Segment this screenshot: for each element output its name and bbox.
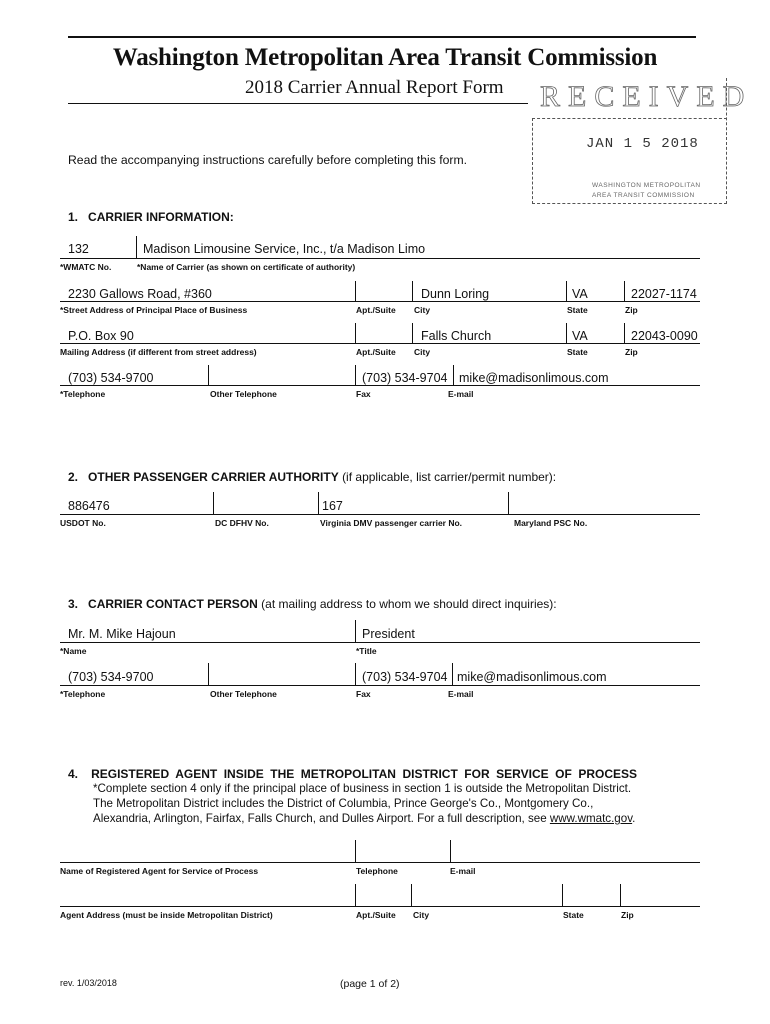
divider — [136, 236, 137, 258]
street-zip-field[interactable]: 22027-1174 — [631, 287, 697, 301]
telephone-field[interactable]: (703) 534-9700 — [68, 371, 154, 385]
label-email: E-mail — [448, 389, 474, 399]
label-state: State — [567, 305, 588, 315]
street-address-field[interactable]: 2230 Gallows Road, #360 — [68, 287, 212, 301]
label-agent-apt: Apt./Suite — [356, 910, 396, 920]
label-dc-dfhv: DC DFHV No. — [215, 518, 269, 528]
section-4-para-3: Alexandria, Arlington, Fairfax, Falls Church, and Dulles Airport. For a full description, see — [93, 812, 547, 825]
label-street: *Street Address of Principal Place of Business — [60, 305, 248, 315]
instructions-text: Read the accompanying instructions carefully before completing this form. — [68, 153, 467, 167]
section-1-heading — [68, 210, 234, 224]
label-city: City — [414, 347, 431, 357]
label-apt: Apt./Suite — [356, 305, 396, 315]
line-contact-phone — [60, 685, 700, 686]
label-state: State — [567, 347, 588, 357]
label-carrier-name: *Name of Carrier (as shown on certificate of authority) — [137, 262, 356, 272]
section-2-note: (if applicable, list carrier/permit number): — [342, 470, 557, 484]
divider — [566, 323, 567, 343]
divider — [412, 323, 413, 343]
usdot-field[interactable]: 886476 — [68, 499, 110, 513]
divider — [355, 620, 356, 642]
line-street — [60, 301, 700, 302]
label-agent-email: E-mail — [450, 866, 476, 876]
divider — [355, 663, 356, 685]
divider — [412, 281, 413, 301]
label-zip: Zip — [625, 305, 638, 315]
label-city: City — [414, 305, 431, 315]
divider — [624, 323, 625, 343]
divider — [355, 365, 356, 385]
section-4-title: REGISTERED AGENT INSIDE THE METROPOLITAN DISTRICT FOR SERVICE OF PROCESS — [91, 767, 638, 781]
divider — [453, 365, 454, 385]
virginia-dmv-field[interactable]: 167 — [322, 499, 343, 513]
label-wmatc-no: *WMATC No. — [60, 262, 112, 272]
section-4-para-1: *Complete section 4 only if the principal place of business in section 1 is outside the Metropolitan District. — [93, 782, 632, 795]
divider — [452, 663, 453, 685]
line-mailing — [60, 343, 700, 344]
divider — [620, 884, 621, 906]
carrier-name-field[interactable]: Madison Limousine Service, Inc., t/a Madison Limo — [143, 242, 426, 256]
divider — [213, 492, 214, 514]
label-maryland-psc: Maryland PSC No. — [514, 518, 588, 528]
label-zip: Zip — [625, 347, 638, 357]
divider — [411, 884, 412, 906]
stamp-date: JAN 1 5 2018 — [586, 136, 699, 152]
section-1-number: 1. — [68, 210, 79, 224]
contact-telephone-field[interactable]: (703) 534-9700 — [68, 670, 154, 684]
label-agent-state: State — [563, 910, 584, 920]
contact-fax-field[interactable]: (703) 534-9704 — [362, 670, 448, 684]
stamp-line-1: WASHINGTON METROPOLITAN — [592, 182, 701, 189]
page-number: (page 1 of 2) — [340, 978, 400, 990]
mailing-state-field[interactable]: VA — [572, 329, 588, 343]
form-title: Washington Metropolitan Area Transit Commission — [112, 44, 658, 71]
header-rule — [68, 103, 528, 104]
label-contact-telephone: *Telephone — [60, 689, 106, 699]
section-3-number: 3. — [68, 597, 79, 611]
section-3-note: (at mailing address to whom we should direct inquiries): — [261, 597, 557, 611]
label-contact-other-telephone: Other Telephone — [210, 689, 277, 699]
label-contact-name: *Name — [60, 646, 87, 656]
label-contact-email: E-mail — [448, 689, 474, 699]
label-mailing: Mailing Address (if different from street address) — [60, 347, 257, 357]
stamp-word: RECEIVED — [540, 80, 753, 113]
label-agent-name: Name of Registered Agent for Service of Process — [60, 866, 259, 876]
label-telephone: *Telephone — [60, 389, 106, 399]
section-4-period: . — [632, 812, 636, 825]
contact-email-field[interactable]: mike@madisonlimous.com — [457, 670, 607, 684]
wmatc-website-link[interactable]: www.wmatc.gov — [549, 812, 633, 825]
mailing-city-field[interactable]: Falls Church — [421, 329, 492, 343]
label-contact-title: *Title — [356, 646, 377, 656]
divider — [566, 281, 567, 301]
divider — [355, 840, 356, 862]
street-city-field[interactable]: Dunn Loring — [421, 287, 490, 301]
received-stamp — [532, 78, 753, 206]
street-state-field[interactable]: VA — [572, 287, 588, 301]
section-4-heading — [68, 767, 637, 781]
divider — [450, 840, 451, 862]
label-apt: Apt./Suite — [356, 347, 396, 357]
divider — [355, 884, 356, 906]
divider — [508, 492, 509, 514]
section-4-para-2: The Metropolitan District includes the District of Columbia, Prince George's Co., Montgomery Co., — [93, 797, 594, 810]
section-3-heading — [68, 597, 557, 611]
label-agent-address: Agent Address (must be inside Metropolitan District) — [60, 910, 273, 920]
contact-title-field[interactable]: President — [362, 627, 415, 641]
wmatc-number-field[interactable]: 132 — [68, 242, 89, 256]
fax-field[interactable]: (703) 534-9704 — [362, 371, 448, 385]
section-4-number: 4. — [68, 767, 79, 781]
divider — [624, 281, 625, 301]
mailing-zip-field[interactable]: 22043-0090 — [631, 329, 698, 343]
section-1-title: CARRIER INFORMATION: — [88, 210, 234, 224]
line-agent-name — [60, 862, 700, 863]
divider — [562, 884, 563, 906]
divider — [355, 281, 356, 301]
line-agent-address — [60, 906, 700, 907]
divider — [208, 365, 209, 385]
label-other-telephone: Other Telephone — [210, 389, 277, 399]
revision-date: rev. 1/03/2018 — [60, 978, 117, 988]
label-fax: Fax — [356, 389, 371, 399]
divider — [318, 492, 319, 514]
line-contact — [60, 642, 700, 643]
top-rule — [68, 36, 696, 38]
label-virginia-dmv: Virginia DMV passenger carrier No. — [320, 518, 463, 528]
label-agent-telephone: Telephone — [356, 866, 398, 876]
label-contact-fax: Fax — [356, 689, 371, 699]
section-2-heading — [68, 470, 556, 484]
line-phone — [60, 385, 700, 386]
mailing-address-field[interactable]: P.O. Box 90 — [68, 329, 134, 343]
section-4-description — [93, 781, 693, 826]
label-usdot: USDOT No. — [60, 518, 106, 528]
stamp-line-2: AREA TRANSIT COMMISSION — [592, 192, 695, 199]
divider — [355, 323, 356, 343]
email-field[interactable]: mike@madisonlimous.com — [459, 371, 609, 385]
divider — [208, 663, 209, 685]
label-agent-zip: Zip — [621, 910, 634, 920]
contact-name-field[interactable]: Mr. M. Mike Hajoun — [68, 627, 176, 641]
form-subtitle: 2018 Carrier Annual Report Form — [245, 77, 504, 98]
section-3-title: CARRIER CONTACT PERSON — [88, 597, 258, 611]
section-2-title: OTHER PASSENGER CARRIER AUTHORITY — [88, 470, 339, 484]
line-authority — [60, 514, 700, 515]
section-2-number: 2. — [68, 470, 79, 484]
label-agent-city: City — [413, 910, 430, 920]
line-carrier — [60, 258, 700, 259]
